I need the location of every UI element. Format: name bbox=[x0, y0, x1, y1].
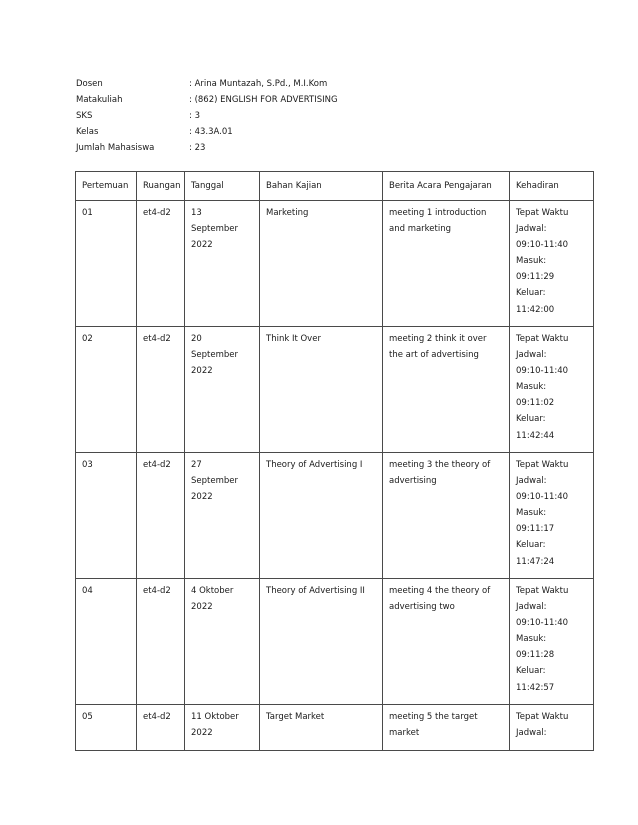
ruangan-cell: et4-d2 bbox=[137, 201, 185, 327]
tanggal-cell bbox=[185, 201, 260, 327]
pertemuan-cell: 01 bbox=[76, 201, 137, 327]
course-info bbox=[76, 76, 338, 156]
kehadiran-cell bbox=[510, 327, 594, 453]
berita-line: market bbox=[389, 728, 420, 739]
header-ruangan: Ruangan bbox=[137, 172, 185, 201]
kehadiran-line: 09:11:17 bbox=[516, 524, 555, 535]
sks-label: SKS bbox=[76, 111, 93, 121]
kelas-value: : 43.3A.01 bbox=[189, 127, 233, 137]
tanggal-cell bbox=[185, 579, 260, 705]
kehadiran-line: Masuk: bbox=[516, 634, 547, 645]
kehadiran-line: Masuk: bbox=[516, 382, 547, 393]
bahan-kajian-cell: Think It Over bbox=[260, 327, 383, 453]
table-row bbox=[76, 327, 594, 453]
tanggal-line: 2022 bbox=[191, 728, 213, 739]
tanggal-line: 2022 bbox=[191, 240, 213, 251]
kehadiran-line: Keluar: bbox=[516, 540, 546, 551]
berita-acara-cell bbox=[383, 201, 510, 327]
tanggal-line: 13 bbox=[191, 208, 202, 218]
kehadiran-line: 09:10-11:40 bbox=[516, 492, 569, 503]
tanggal-cell bbox=[185, 705, 260, 751]
matakuliah-value: : (862) ENGLISH FOR ADVERTISING bbox=[189, 95, 338, 105]
tanggal-line: 2022 bbox=[191, 492, 213, 503]
berita-acara-cell bbox=[383, 453, 510, 579]
info-row-kelas bbox=[76, 124, 338, 140]
tanggal-line: 20 bbox=[191, 334, 202, 344]
kehadiran-line: 09:10-11:40 bbox=[516, 240, 569, 251]
pertemuan-cell: 04 bbox=[76, 579, 137, 705]
pertemuan-cell: 03 bbox=[76, 453, 137, 579]
attendance-table bbox=[75, 171, 594, 751]
kehadiran-cell bbox=[510, 453, 594, 579]
header-kehadiran: Kehadiran bbox=[510, 172, 594, 201]
bahan-kajian-cell: Target Market bbox=[260, 705, 383, 751]
kehadiran-cell bbox=[510, 579, 594, 705]
table-row bbox=[76, 453, 594, 579]
kehadiran-line: 09:11:29 bbox=[516, 272, 555, 283]
tanggal-line: 2022 bbox=[191, 602, 213, 613]
kehadiran-line: 11:42:57 bbox=[516, 682, 555, 693]
kehadiran-line: Jadwal: bbox=[516, 602, 547, 613]
table-row bbox=[76, 201, 594, 327]
kehadiran-line: Tepat Waktu bbox=[516, 334, 569, 344]
pertemuan-cell: 05 bbox=[76, 705, 137, 751]
kelas-label: Kelas bbox=[76, 127, 99, 137]
ruangan-cell: et4-d2 bbox=[137, 579, 185, 705]
berita-line: meeting 1 introduction bbox=[389, 208, 487, 218]
kehadiran-line: 09:11:02 bbox=[516, 398, 555, 409]
berita-acara-cell bbox=[383, 327, 510, 453]
berita-line: and marketing bbox=[389, 224, 452, 235]
kehadiran-line: 11:47:24 bbox=[516, 556, 555, 567]
tanggal-line: 27 bbox=[191, 460, 202, 470]
header-berita-acara: Berita Acara Pengajaran bbox=[383, 172, 510, 201]
berita-acara-cell bbox=[383, 579, 510, 705]
kehadiran-line: Jadwal: bbox=[516, 224, 547, 235]
table-row bbox=[76, 705, 594, 751]
ruangan-cell: et4-d2 bbox=[137, 705, 185, 751]
kehadiran-line: Tepat Waktu bbox=[516, 586, 569, 596]
kehadiran-line: 11:42:44 bbox=[516, 430, 555, 441]
kehadiran-line: 09:11:28 bbox=[516, 650, 555, 661]
berita-line: advertising two bbox=[389, 602, 455, 613]
matakuliah-label: Matakuliah bbox=[76, 95, 123, 105]
bahan-kajian-cell: Marketing bbox=[260, 201, 383, 327]
tanggal-line: September bbox=[191, 476, 238, 487]
kehadiran-line: 09:10-11:40 bbox=[516, 366, 569, 377]
table-row bbox=[76, 579, 594, 705]
header-tanggal: Tanggal bbox=[185, 172, 260, 201]
info-row-jumlah bbox=[76, 140, 338, 156]
kehadiran-line: Keluar: bbox=[516, 414, 546, 425]
kehadiran-line: Tepat Waktu bbox=[516, 712, 569, 722]
header-bahan-kajian: Bahan Kajian bbox=[260, 172, 383, 201]
berita-line: meeting 3 the theory of bbox=[389, 460, 491, 470]
tanggal-cell bbox=[185, 453, 260, 579]
berita-line: the art of advertising bbox=[389, 350, 479, 361]
kehadiran-cell bbox=[510, 705, 594, 751]
sks-value: : 3 bbox=[189, 111, 200, 121]
kehadiran-line: Jadwal: bbox=[516, 728, 547, 739]
tanggal-line: September bbox=[191, 224, 238, 235]
kehadiran-line: Jadwal: bbox=[516, 476, 547, 487]
kehadiran-line: Masuk: bbox=[516, 256, 547, 267]
dosen-label: Dosen bbox=[76, 79, 103, 89]
berita-acara-cell bbox=[383, 705, 510, 751]
tanggal-line: 11 Oktober bbox=[191, 712, 239, 722]
info-row-sks bbox=[76, 108, 338, 124]
tanggal-line: September bbox=[191, 350, 238, 361]
tanggal-line: 2022 bbox=[191, 366, 213, 377]
table-header-row bbox=[76, 172, 594, 201]
kehadiran-line: Tepat Waktu bbox=[516, 208, 569, 218]
kehadiran-line: Masuk: bbox=[516, 508, 547, 519]
jumlah-label: Jumlah Mahasiswa bbox=[76, 143, 155, 153]
pertemuan-cell: 02 bbox=[76, 327, 137, 453]
jumlah-value: : 23 bbox=[189, 143, 206, 153]
header-pertemuan: Pertemuan bbox=[76, 172, 137, 201]
berita-line: advertising bbox=[389, 476, 437, 487]
berita-line: meeting 5 the target bbox=[389, 712, 478, 722]
info-row-dosen bbox=[76, 76, 338, 92]
kehadiran-line: 09:10-11:40 bbox=[516, 618, 569, 629]
dosen-value: : Arina Muntazah, S.Pd., M.I.Kom bbox=[189, 79, 328, 89]
kehadiran-line: Keluar: bbox=[516, 666, 546, 677]
bahan-kajian-cell: Theory of Advertising I bbox=[260, 453, 383, 579]
bahan-kajian-cell: Theory of Advertising II bbox=[260, 579, 383, 705]
kehadiran-cell bbox=[510, 201, 594, 327]
kehadiran-line: Tepat Waktu bbox=[516, 460, 569, 470]
kehadiran-line: Jadwal: bbox=[516, 350, 547, 361]
berita-line: meeting 2 think it over bbox=[389, 334, 487, 344]
ruangan-cell: et4-d2 bbox=[137, 327, 185, 453]
tanggal-cell bbox=[185, 327, 260, 453]
info-row-matakuliah bbox=[76, 92, 338, 108]
berita-line: meeting 4 the theory of bbox=[389, 586, 491, 596]
kehadiran-line: 11:42:00 bbox=[516, 304, 555, 315]
ruangan-cell: et4-d2 bbox=[137, 453, 185, 579]
kehadiran-line: Keluar: bbox=[516, 288, 546, 299]
tanggal-line: 4 Oktober bbox=[191, 586, 234, 596]
